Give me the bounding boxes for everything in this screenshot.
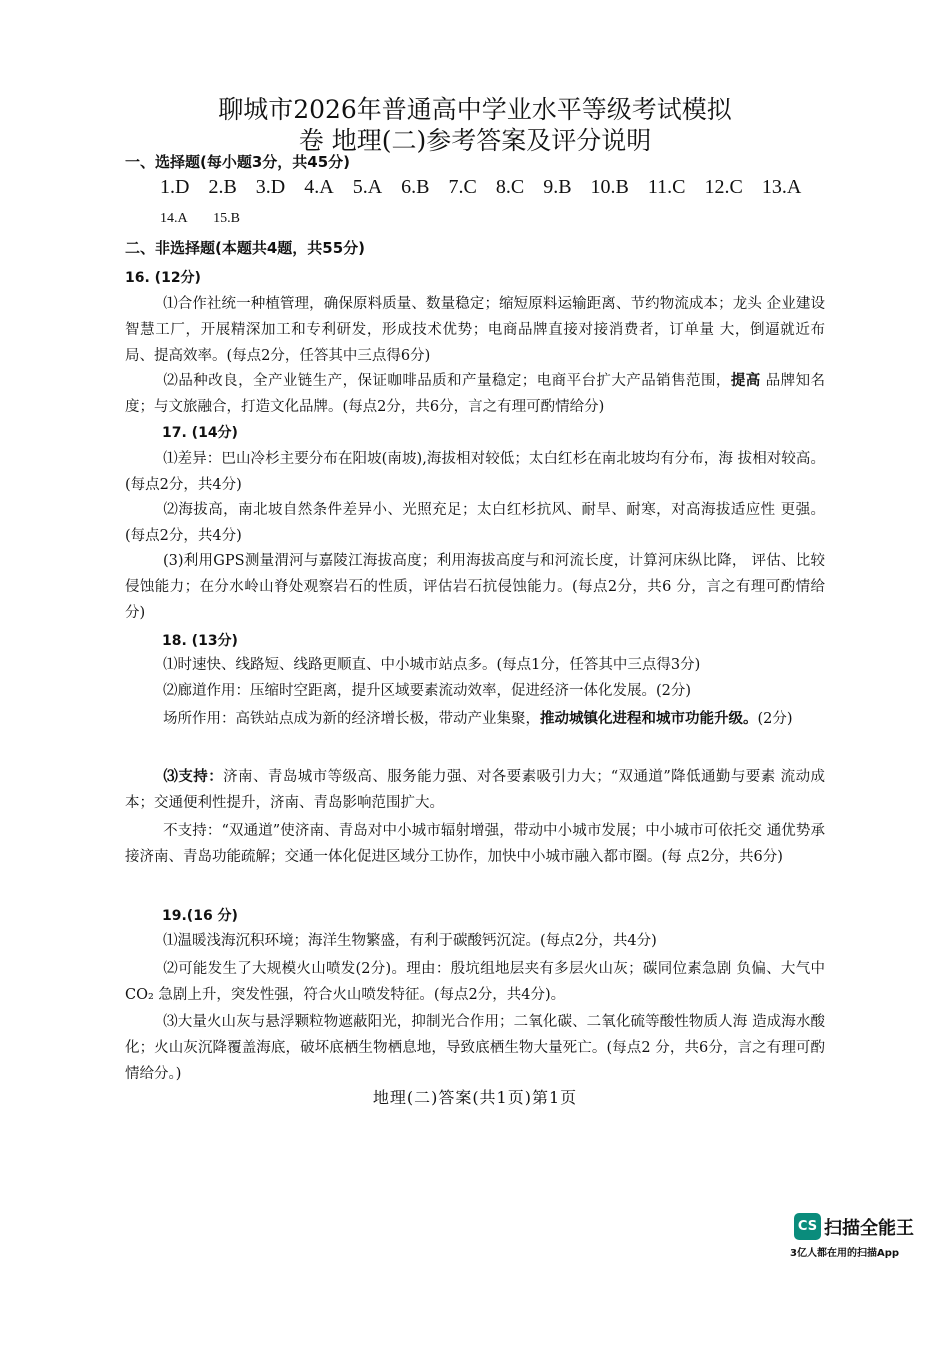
mc-answer: 6.B xyxy=(401,176,430,198)
q17-part1 xyxy=(125,446,825,498)
q16-part2-text-c: 品牌知名度；与文旅融合，打造文化品牌。(每点2分，共6分，言之有理可酌情给分) xyxy=(125,373,826,415)
mc-answer: 12.C xyxy=(704,176,743,198)
mc-answer: 15.B xyxy=(213,211,240,226)
q18-part2-text-a: 场所作用：高铁站点成为新的经济增长极，带动产业集聚， xyxy=(163,711,540,727)
mc-answer: 8.C xyxy=(495,176,525,198)
q16-part1 xyxy=(125,291,825,369)
mc-answer: 7.C xyxy=(448,176,477,198)
q18-part3 xyxy=(125,764,825,816)
q18-part2-text-c: (2分) xyxy=(757,711,793,727)
q17-part3 xyxy=(125,548,825,626)
q16-part2-bold: 提高 xyxy=(730,373,761,389)
mc-answer: 5.A xyxy=(352,176,383,198)
q18-part2-bold: 推动城镇化进程和城市功能升级。 xyxy=(540,711,758,727)
q19-part1 xyxy=(125,928,825,954)
document-title-line2: 卷 地理(二)参考答案及评分说明 xyxy=(298,126,652,155)
section1-heading: 一、选择题(每小题3分，共45分) xyxy=(125,153,351,171)
q19-heading: 19.(16 分) xyxy=(162,908,238,924)
q18-part3-bold: ⑶支持： xyxy=(163,769,224,785)
q19-part3 xyxy=(125,1009,825,1087)
q17-part3-text: (3)利用GPS测量渭河与嘉陵江海拔高度；利用海拔高度与和河流长度，计算河床纵比降， 评估、比较侵蚀能力；在分水岭山脊处观察岩石的性质，评估岩石抗侵蚀能力。(每点2分，共6 分，言之有理可酌情给分) xyxy=(125,553,825,621)
mc-answer: 10.B xyxy=(590,176,629,198)
q18-part1 xyxy=(125,652,825,678)
mc-answer: 1.D xyxy=(160,176,190,198)
q19-part1-text: ⑴温暖浅海沉积环境；海洋生物繁盛，有利于碳酸钙沉淀。(每点2分，共4分) xyxy=(163,933,657,949)
q16-heading: 16. (12分) xyxy=(125,270,201,286)
mc-answer: 9.B xyxy=(543,176,572,198)
q18-part2-text: ⑵廊道作用：压缩时空距离，提升区域要素流动效率，促进经济一体化发展。(2分) xyxy=(163,683,692,699)
q19-part3-text: ⑶大量火山灰与悬浮颗粒物遮蔽阳光，抑制光合作用；二氧化碳、二氧化硫等酸性物质人海 造成海水酸化；火山灰沉降覆盖海底，破坏底栖生物栖息地，导致底栖生物大量死亡。(每点2 分，共6分，言之有理可酌情给分。) xyxy=(125,1014,825,1082)
cs-logo-icon: CS xyxy=(794,1213,821,1240)
q18-part2-continued xyxy=(125,706,825,732)
q16-part2-text-a: ⑵品种改良，全产业链生产，保证咖啡品质和产量稳定；电商平台扩大产品销售范围， xyxy=(163,373,731,389)
q18-part3-continued xyxy=(125,818,825,870)
mc-answer: 2.B xyxy=(208,176,237,198)
q18-part3-text-b: 不支持：“双通道”使济南、青岛对中小城市辐射增强，带动中小城市发展；中小城市可依托交 通优势承接济南、青岛功能疏解；交通一体化促进区域分工协作，加快中小城市融入都市圈。(每 点2分，共6分) xyxy=(125,823,825,865)
watermark-name: 扫描全能王 xyxy=(824,1218,914,1239)
q18-part3-text: 济南、青岛城市等级高、服务能力强、对各要素吸引力大；“双通道”降低通勤与要素 流动成本；交通便利性提升，济南、青岛影响范围扩大。 xyxy=(125,769,826,811)
mc-answer: 13.A xyxy=(761,176,802,198)
q17-heading: 17. (14分) xyxy=(162,425,238,441)
q16-part1-text: ⑴合作社统一种植管理，确保原料质量、数量稳定；缩短原料运输距离、节约物流成本；龙头 企业建设智慧工厂，开展精深加工和专利研发，形成技术优势；电商品牌直接对接消费者，订单量 大，倒逼就近布局、提高效率。(每点2分，任答其中三点得6分) xyxy=(125,296,825,364)
q17-part2 xyxy=(125,497,825,549)
q18-part2 xyxy=(125,678,825,704)
section2-heading: 二、非选择题(本题共4题，共55分) xyxy=(125,239,366,257)
watermark-tagline: 3亿人都在用的扫描App xyxy=(790,1248,900,1259)
mc-answer: 11.C xyxy=(647,176,686,198)
document-title-line1: 聊城市2026年普通高中学业水平等级考试模拟 xyxy=(218,95,732,124)
q18-part1-text: ⑴时速快、线路短、线路更顺直、中小城市站点多。(每点1分，任答其中三点得3分) xyxy=(163,657,701,673)
mc-answer: 3.D xyxy=(255,176,286,198)
q17-part1-text: ⑴差异：巴山冷杉主要分布在阳坡(南坡),海拔相对较低；太白红杉在南北坡均有分布，海 拔相对较高。(每点2分，共4分) xyxy=(125,451,825,493)
page-footer: 地理(二)答案(共1页)第1页 xyxy=(372,1088,578,1107)
q19-part2 xyxy=(125,956,825,1008)
mc-answer: 4.A xyxy=(304,176,334,198)
q18-heading: 18. (13分) xyxy=(162,633,238,649)
q17-part2-text: ⑵海拔高，南北坡自然条件差异小、光照充足；太白红杉抗风、耐旱、耐寒，对高海拔适应性 更强。(每点2分，共4分) xyxy=(125,502,825,544)
q16-part2 xyxy=(125,368,825,420)
mc-answers-row1 xyxy=(160,176,815,199)
mc-answers-row2 xyxy=(160,211,262,227)
q19-part2-text: ⑵可能发生了大规模火山喷发(2分)。理由：殷坑组地层夹有多层火山灰；碳同位素急剧 负偏、大气中CO₂ 急剧上升，突发性强，符合火山喷发特征。(每点2分，共4分)。 xyxy=(125,961,825,1003)
mc-answer: 14.A xyxy=(160,211,188,226)
